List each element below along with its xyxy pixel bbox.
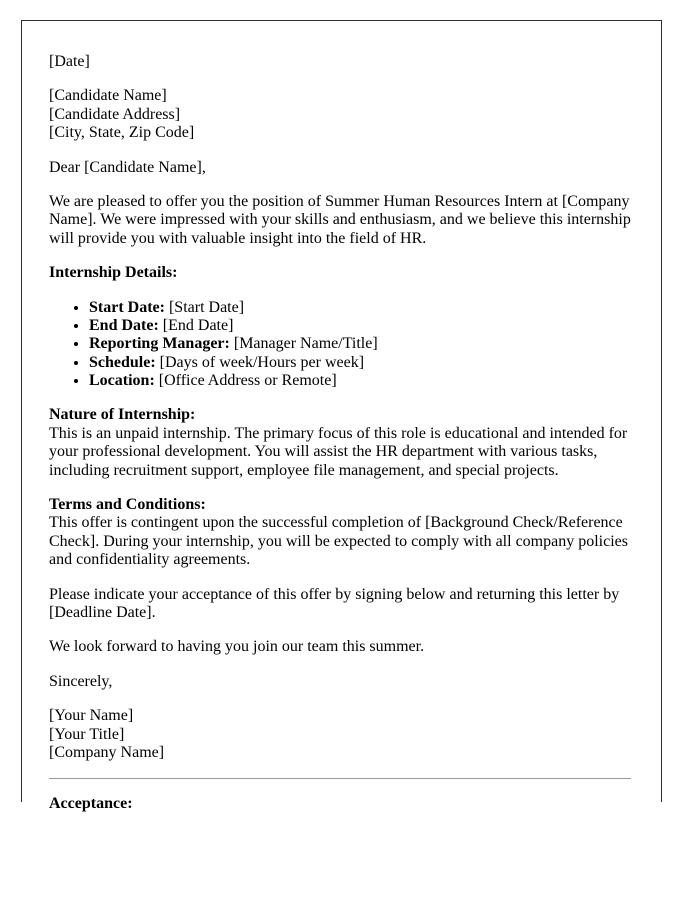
internship-details-heading: Internship Details:: [49, 264, 178, 282]
detail-item: [89, 317, 631, 335]
salutation: Dear [Candidate Name],: [49, 158, 206, 176]
terms-section: [49, 496, 631, 570]
signature-company: [Company Name]: [49, 743, 165, 761]
signature-block: [49, 707, 631, 762]
detail-value: [Start Date]: [168, 298, 245, 316]
intro-paragraph: We are pleased to offer you the position of Summer Human Resources Intern at [Company Name]. We were impressed with your skills and enthusiasm, and we believe this internship will provide you with valuable insight into the field of HR.: [49, 192, 631, 247]
signature-title: [Your Title]: [49, 725, 125, 743]
recipient-name: [Candidate Name]: [49, 87, 167, 105]
signature-divider: [49, 778, 631, 779]
detail-item: [89, 354, 631, 372]
detail-label: End Date:: [89, 316, 159, 334]
detail-value: [End Date]: [162, 316, 234, 334]
detail-label: Location:: [89, 372, 155, 390]
recipient-block: [49, 87, 631, 142]
detail-item: [89, 299, 631, 317]
recipient-address: [Candidate Address]: [49, 105, 181, 123]
detail-value: [Manager Name/Title]: [233, 335, 378, 353]
detail-item: [89, 372, 631, 390]
detail-item: [89, 335, 631, 353]
internship-details-list: [49, 299, 631, 391]
detail-label: Start Date:: [89, 298, 165, 316]
closing-line: We look forward to having you join our team this summer.: [49, 638, 425, 656]
letter-page: [21, 20, 662, 813]
detail-label: Schedule:: [89, 353, 156, 371]
terms-body: This offer is contingent upon the successful completion of [Background Check/Reference Check]. During your internship, you will be expected to comply with all company policies and confidentiality agreements.: [49, 514, 628, 569]
signature-name: [Your Name]: [49, 707, 134, 725]
detail-value: [Days of week/Hours per week]: [159, 353, 365, 371]
terms-heading: Terms and Conditions:: [49, 496, 206, 514]
nature-section: [49, 406, 631, 480]
nature-body: This is an unpaid internship. The primary focus of this role is educational and intended for your professional development. You will assist the HR department with various tasks, including recruitment support, employee file management, and special projects.: [49, 424, 628, 479]
recipient-city-state-zip: [City, State, Zip Code]: [49, 124, 195, 142]
detail-value: [Office Address or Remote]: [158, 372, 337, 390]
nature-heading: Nature of Internship:: [49, 406, 196, 424]
date-line: [Date]: [49, 53, 90, 70]
detail-label: Reporting Manager:: [89, 335, 230, 353]
signoff: Sincerely,: [49, 672, 113, 690]
acceptance-request-paragraph: Please indicate your acceptance of this offer by signing below and returning this letter by [Deadline Date].: [49, 585, 620, 621]
acceptance-heading: Acceptance:: [49, 795, 133, 813]
